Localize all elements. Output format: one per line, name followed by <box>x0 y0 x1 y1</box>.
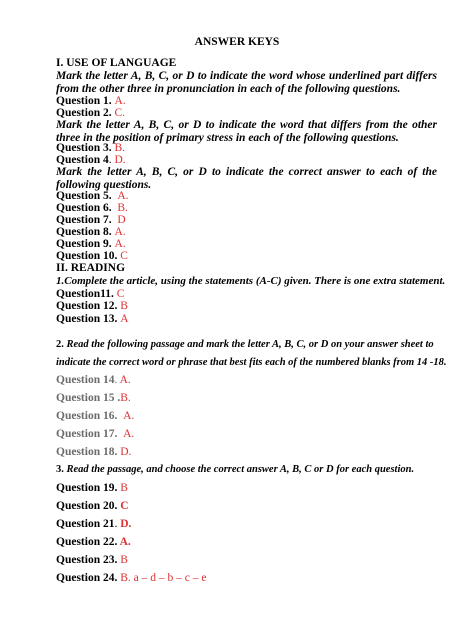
question-label: Question 8. <box>56 226 112 238</box>
question-12 <box>56 300 128 313</box>
answer-value: B <box>120 482 128 494</box>
question-label: Question 21 <box>56 518 115 530</box>
answer-value: C <box>120 500 129 512</box>
instruction-text: Read the passage, and choose the correct answer A, B, C or D for each question. <box>63 464 415 475</box>
answer-value: A. <box>114 226 126 238</box>
question-label: Question 13. <box>56 313 118 325</box>
answer-value: A. <box>114 238 126 250</box>
question-label: Question 12. <box>56 300 118 312</box>
question-label: Question 1. <box>56 95 112 107</box>
question-label: Question 10. <box>56 250 118 262</box>
answer-value: B. <box>114 142 126 154</box>
answer-value: B <box>120 300 128 312</box>
answer-value: B. <box>120 392 131 404</box>
answer-value: B. <box>117 202 128 214</box>
question-label: Question 4 <box>56 154 109 166</box>
answer-value: A. <box>123 428 135 440</box>
question-label: Question 19. <box>56 482 118 494</box>
question-24 <box>56 572 206 585</box>
question-label: Question 17. <box>56 428 118 440</box>
question-label: Question 20. <box>56 500 118 512</box>
question-label: Question 9. <box>56 238 112 250</box>
answer-value: D. <box>120 446 132 458</box>
question-13 <box>56 313 129 326</box>
question-20 <box>56 500 129 513</box>
question-label: Question 22. <box>56 536 118 548</box>
instruction-fill-blanks-line2: indicate the correct word or phrase that best fits each of the numbered blanks from 14 -18. <box>56 357 447 368</box>
question-15 <box>56 392 131 405</box>
question-label: Question 6. <box>56 202 112 214</box>
answer-value: A. <box>119 536 131 548</box>
question-label: Question 5. <box>56 190 112 202</box>
instruction-correct-answer: Mark the letter A, B, C, or D to indicate the correct answer to each of the following questions. <box>56 166 437 191</box>
answer-value: B <box>120 554 128 566</box>
answer-value: C <box>120 250 128 262</box>
section-heading-reading: II. READING <box>56 262 126 274</box>
question-separator: . <box>114 374 120 386</box>
question-label: Question 7. <box>56 214 112 226</box>
question-label: Question 15 . <box>56 392 121 404</box>
answer-value: C <box>116 288 125 300</box>
instruction-complete-article: 1.Complete the article, using the statements (A-C) given. There is one extra statement. <box>56 275 446 287</box>
instruction-text: Read the following passage and mark the letter A, B, C, or D on your answer sheet to <box>63 339 434 350</box>
page-title: ANSWER KEYS <box>194 36 280 48</box>
instruction-pronunciation: Mark the letter A, B, C, or D to indicate the word whose underlined part differs from the other three in pronunciation in each of the following questions. <box>56 70 437 95</box>
answer-value: C. <box>114 107 126 119</box>
question-separator: . <box>108 154 115 166</box>
question-17 <box>56 428 134 441</box>
question-label: Question 23. <box>56 554 118 566</box>
question-22 <box>56 536 131 549</box>
answer-value: A. <box>123 410 135 422</box>
question-21 <box>56 518 131 531</box>
answer-value: D. <box>120 518 132 530</box>
answer-value: D <box>117 214 126 226</box>
question-label: Question11. <box>56 288 114 300</box>
answer-value: B. a – d – b – c – e <box>120 572 207 584</box>
question-label: Question 3. <box>56 142 112 154</box>
instruction-stress: Mark the letter A, B, C, or D to indicate the word that differs from the other three in the position of primary stress in each of the following questions. <box>56 119 437 144</box>
question-19 <box>56 482 128 495</box>
question-label: Question 14 <box>56 374 115 386</box>
section-heading-use-of-language: I. USE OF LANGUAGE <box>56 57 177 69</box>
question-label: Question 24. <box>56 572 118 584</box>
question-label: Question 16. <box>56 410 118 422</box>
question-separator: . <box>114 518 121 530</box>
question-18 <box>56 446 131 459</box>
answer-value: A. <box>117 190 129 202</box>
instruction-number: 3. <box>56 464 64 475</box>
instruction-number: 2. <box>56 339 64 350</box>
answer-value: A <box>120 313 129 325</box>
question-14 <box>56 374 131 387</box>
answer-value: A. <box>114 95 126 107</box>
question-16 <box>56 410 134 423</box>
instruction-fill-blanks-line1 <box>56 338 434 351</box>
question-23 <box>56 554 128 567</box>
answer-value: A. <box>119 374 131 386</box>
question-label: Question 18. <box>56 446 118 458</box>
question-label: Question 2. <box>56 107 112 119</box>
answer-value: D. <box>114 154 126 166</box>
instruction-read-passage <box>56 463 414 476</box>
